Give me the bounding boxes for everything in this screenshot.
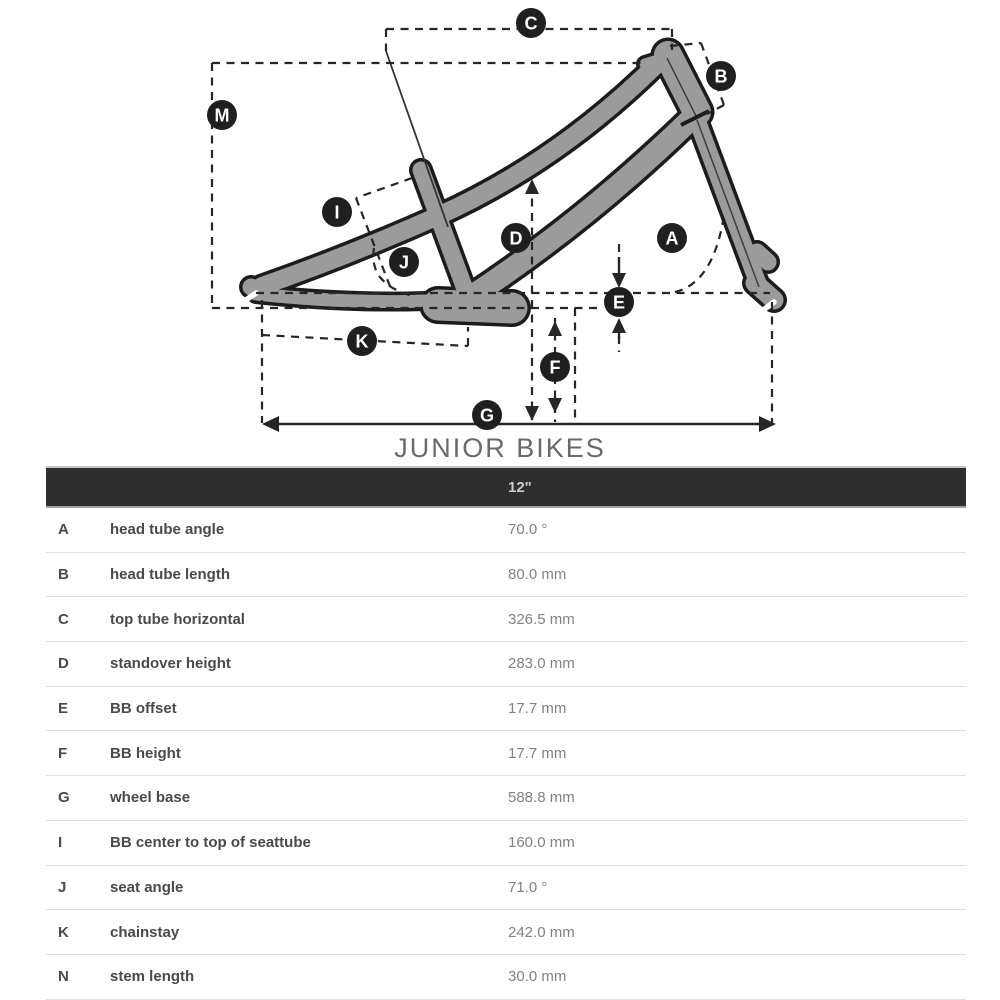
row-value: 326.5 mm bbox=[508, 610, 575, 628]
table-row bbox=[46, 955, 966, 1000]
row-label: head tube angle bbox=[110, 521, 225, 539]
table-body bbox=[46, 508, 966, 1000]
row-value: 17.7 mm bbox=[508, 744, 567, 762]
row-letter: D bbox=[58, 655, 69, 673]
row-letter: J bbox=[58, 878, 67, 896]
diagram-label-k-text: K bbox=[355, 331, 369, 352]
row-letter: E bbox=[58, 700, 69, 718]
table-row bbox=[46, 553, 966, 598]
diagram-label-a-text: A bbox=[665, 228, 679, 249]
row-label: head tube length bbox=[110, 566, 230, 584]
table-row bbox=[46, 597, 966, 642]
row-value: 80.0 mm bbox=[508, 566, 567, 584]
row-letter: I bbox=[58, 834, 63, 852]
row-letter: N bbox=[58, 968, 69, 986]
frame-fill bbox=[251, 55, 774, 308]
diagram-label-d-text: D bbox=[509, 228, 523, 249]
row-label: top tube horizontal bbox=[110, 610, 245, 628]
row-label: stem length bbox=[110, 968, 195, 986]
row-letter: F bbox=[58, 744, 68, 762]
row-label: chainstay bbox=[110, 923, 180, 941]
row-value: 17.7 mm bbox=[508, 700, 567, 718]
table-row bbox=[46, 776, 966, 821]
diagram-label-f-text: F bbox=[549, 357, 561, 378]
size-column-header: 12" bbox=[508, 478, 532, 496]
row-label: seat angle bbox=[110, 878, 184, 896]
table-row bbox=[46, 687, 966, 732]
diagram-label-c-text: C bbox=[524, 13, 538, 34]
table-row bbox=[46, 821, 966, 866]
table-header bbox=[46, 466, 966, 508]
diagram-label-e-text: E bbox=[612, 292, 626, 313]
table-row bbox=[46, 642, 966, 687]
bike-geometry-diagram bbox=[0, 0, 1000, 464]
row-value: 283.0 mm bbox=[508, 655, 575, 673]
row-letter: A bbox=[58, 521, 69, 539]
diagram-label-j-text: J bbox=[398, 252, 410, 273]
diagram-label-g-text: G bbox=[479, 405, 495, 426]
row-value: 588.8 mm bbox=[508, 789, 575, 807]
geometry-table bbox=[46, 466, 966, 1000]
row-value: 160.0 mm bbox=[508, 834, 575, 852]
row-letter: K bbox=[58, 923, 69, 941]
row-value: 242.0 mm bbox=[508, 923, 575, 941]
table-row bbox=[46, 731, 966, 776]
diagram-label-m-text: M bbox=[214, 105, 230, 126]
table-row bbox=[46, 910, 966, 955]
row-letter: B bbox=[58, 566, 69, 584]
seat-axis-line bbox=[386, 51, 448, 227]
row-label: BB center to top of seattube bbox=[110, 834, 311, 852]
table-row bbox=[46, 508, 966, 553]
row-value: 71.0 ° bbox=[508, 878, 548, 896]
row-value: 70.0 ° bbox=[508, 521, 548, 539]
row-letter: C bbox=[58, 610, 69, 628]
row-label: wheel base bbox=[110, 789, 191, 807]
row-letter: G bbox=[58, 789, 70, 807]
row-label: standover height bbox=[110, 655, 231, 673]
row-value: 30.0 mm bbox=[508, 968, 567, 986]
diagram-title: JUNIOR BIKES bbox=[394, 433, 606, 463]
table-row bbox=[46, 866, 966, 911]
row-label: BB height bbox=[110, 744, 181, 762]
diagram-label-b-text: B bbox=[714, 66, 728, 87]
diagram-label-i-text: I bbox=[334, 202, 340, 223]
row-label: BB offset bbox=[110, 700, 177, 718]
